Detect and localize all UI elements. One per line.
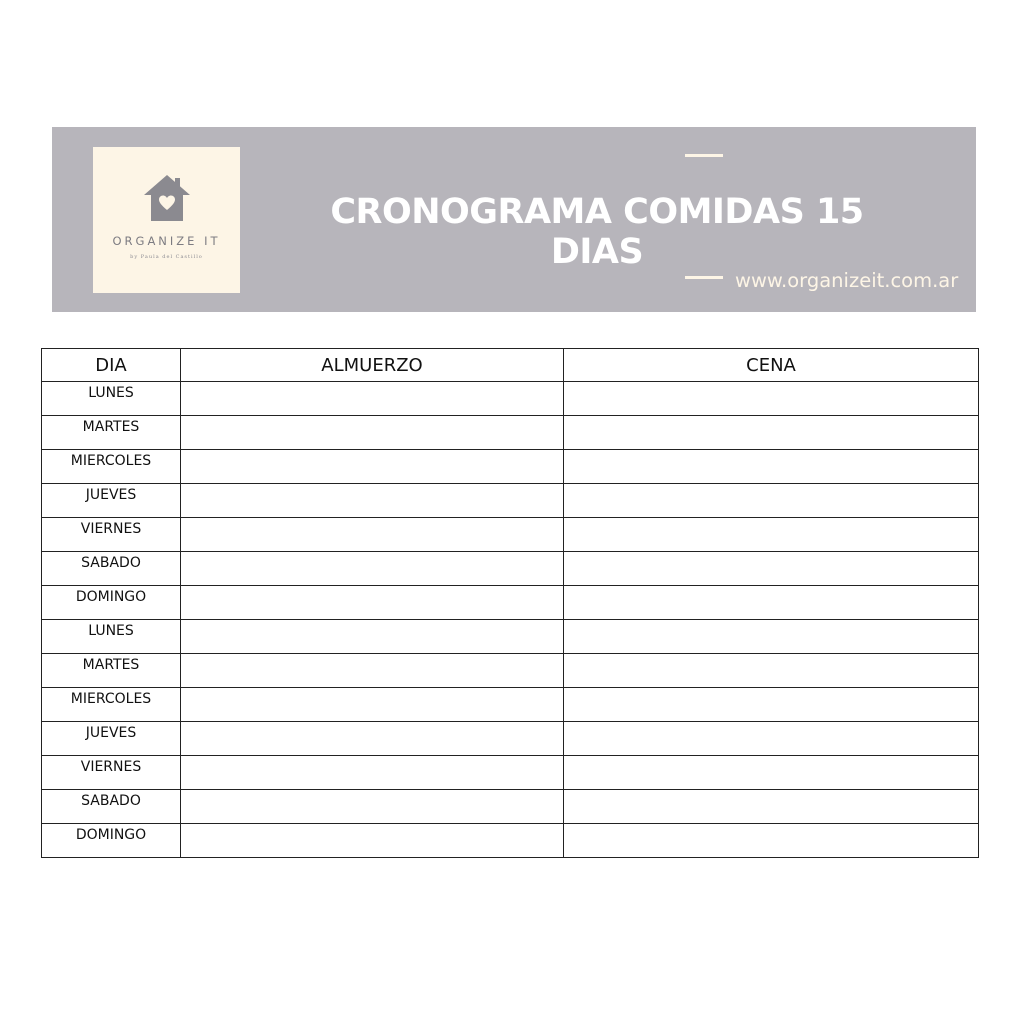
almuerzo-cell[interactable] — [181, 382, 564, 416]
table-row — [42, 790, 979, 824]
almuerzo-cell[interactable] — [181, 620, 564, 654]
table-row — [42, 552, 979, 586]
day-cell: VIERNES — [42, 756, 181, 790]
day-cell: JUEVES — [42, 722, 181, 756]
cena-cell[interactable] — [564, 518, 979, 552]
cena-cell[interactable] — [564, 586, 979, 620]
logo-byline: by Paula del Castillo — [130, 254, 203, 260]
table-row — [42, 688, 979, 722]
table-row — [42, 416, 979, 450]
almuerzo-cell[interactable] — [181, 484, 564, 518]
day-cell: MIERCOLES — [42, 688, 181, 722]
almuerzo-cell[interactable] — [181, 688, 564, 722]
almuerzo-cell[interactable] — [181, 790, 564, 824]
day-cell: DOMINGO — [42, 824, 181, 858]
header-banner — [52, 127, 976, 312]
almuerzo-cell[interactable] — [181, 416, 564, 450]
page-title: CRONOGRAMA COMIDAS 15 DIAS — [330, 192, 864, 272]
day-cell: SABADO — [42, 552, 181, 586]
day-cell: JUEVES — [42, 484, 181, 518]
almuerzo-cell[interactable] — [181, 654, 564, 688]
column-header-dia: DIA — [42, 349, 181, 382]
cena-cell[interactable] — [564, 790, 979, 824]
table-header-row — [42, 349, 979, 382]
cena-cell[interactable] — [564, 688, 979, 722]
day-cell: MARTES — [42, 416, 181, 450]
table-row — [42, 484, 979, 518]
logo-brand-text: ORGANIZE IT — [112, 234, 221, 248]
almuerzo-cell[interactable] — [181, 824, 564, 858]
table-row — [42, 586, 979, 620]
table-row — [42, 654, 979, 688]
almuerzo-cell[interactable] — [181, 518, 564, 552]
day-cell: MARTES — [42, 654, 181, 688]
almuerzo-cell[interactable] — [181, 552, 564, 586]
cena-cell[interactable] — [564, 654, 979, 688]
meal-schedule-table — [41, 348, 979, 858]
cena-cell[interactable] — [564, 824, 979, 858]
table-row — [42, 620, 979, 654]
almuerzo-cell[interactable] — [181, 756, 564, 790]
table-row — [42, 382, 979, 416]
cena-cell[interactable] — [564, 620, 979, 654]
day-cell: MIERCOLES — [42, 450, 181, 484]
day-cell: LUNES — [42, 382, 181, 416]
table-row — [42, 518, 979, 552]
house-heart-icon — [142, 173, 192, 223]
logo — [93, 147, 240, 293]
cena-cell[interactable] — [564, 416, 979, 450]
table-row — [42, 824, 979, 858]
day-cell: LUNES — [42, 620, 181, 654]
cena-cell[interactable] — [564, 722, 979, 756]
column-header-almuerzo: ALMUERZO — [181, 349, 564, 382]
almuerzo-cell[interactable] — [181, 450, 564, 484]
almuerzo-cell[interactable] — [181, 722, 564, 756]
day-cell: VIERNES — [42, 518, 181, 552]
cena-cell[interactable] — [564, 756, 979, 790]
almuerzo-cell[interactable] — [181, 586, 564, 620]
table-row — [42, 450, 979, 484]
column-header-cena: CENA — [564, 349, 979, 382]
table-row — [42, 722, 979, 756]
cena-cell[interactable] — [564, 450, 979, 484]
cena-cell[interactable] — [564, 552, 979, 586]
cena-cell[interactable] — [564, 382, 979, 416]
cena-cell[interactable] — [564, 484, 979, 518]
decorative-line-bottom — [685, 276, 723, 279]
website-url: www.organizeit.com.ar — [735, 269, 959, 292]
day-cell: DOMINGO — [42, 586, 181, 620]
table-row — [42, 756, 979, 790]
day-cell: SABADO — [42, 790, 181, 824]
decorative-line-top — [685, 154, 723, 157]
